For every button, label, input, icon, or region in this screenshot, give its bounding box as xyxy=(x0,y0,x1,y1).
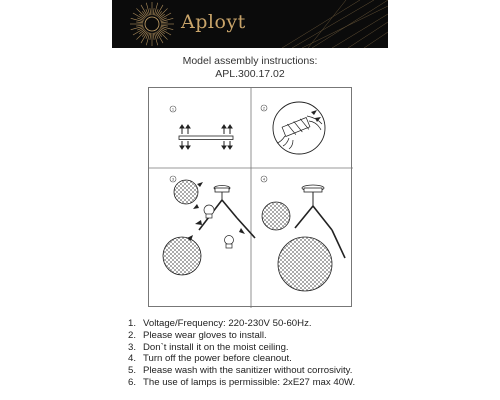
step-3-marker xyxy=(170,176,176,182)
svg-text:3: 3 xyxy=(171,176,175,182)
list-item: 6. The use of lamps is permissible: 2xE27 max 40W. xyxy=(128,376,356,388)
instructions-list xyxy=(128,318,488,389)
step-4-assembled-lamp xyxy=(262,185,345,291)
list-item: 3. Don`t install it on the moist ceiling. xyxy=(128,341,289,353)
step-2-marker xyxy=(261,105,267,111)
diagram-canvas xyxy=(149,88,353,308)
list-item: 2. Please wear gloves to install. xyxy=(128,329,267,341)
step-1-mounting-bar xyxy=(179,125,233,149)
brand-banner xyxy=(112,0,388,48)
svg-text:1: 1 xyxy=(171,106,175,112)
svg-text:2: 2 xyxy=(262,105,266,111)
list-item: 4. Turn off the power before cleanout. xyxy=(128,353,292,365)
step-4-marker xyxy=(261,176,267,182)
assembly-diagram xyxy=(148,87,352,307)
list-item: 1. Voltage/Frequency: 220-230V 50-60Hz. xyxy=(128,318,312,329)
model-code: APL.300.17.02 xyxy=(215,68,285,80)
svg-text:4: 4 xyxy=(262,176,266,182)
list-item: 5. Please wash with the sanitizer without corrosivity. xyxy=(128,365,353,377)
step-3-exploded-lamp xyxy=(163,180,255,275)
step-2-wire-terminal xyxy=(273,102,325,154)
step-1-marker xyxy=(170,106,176,112)
page-title: Model assembly instructions: xyxy=(182,55,318,67)
brand-logo: Aployt xyxy=(181,11,246,33)
bulb-icon xyxy=(204,205,234,248)
sunburst-decoration xyxy=(112,0,388,48)
